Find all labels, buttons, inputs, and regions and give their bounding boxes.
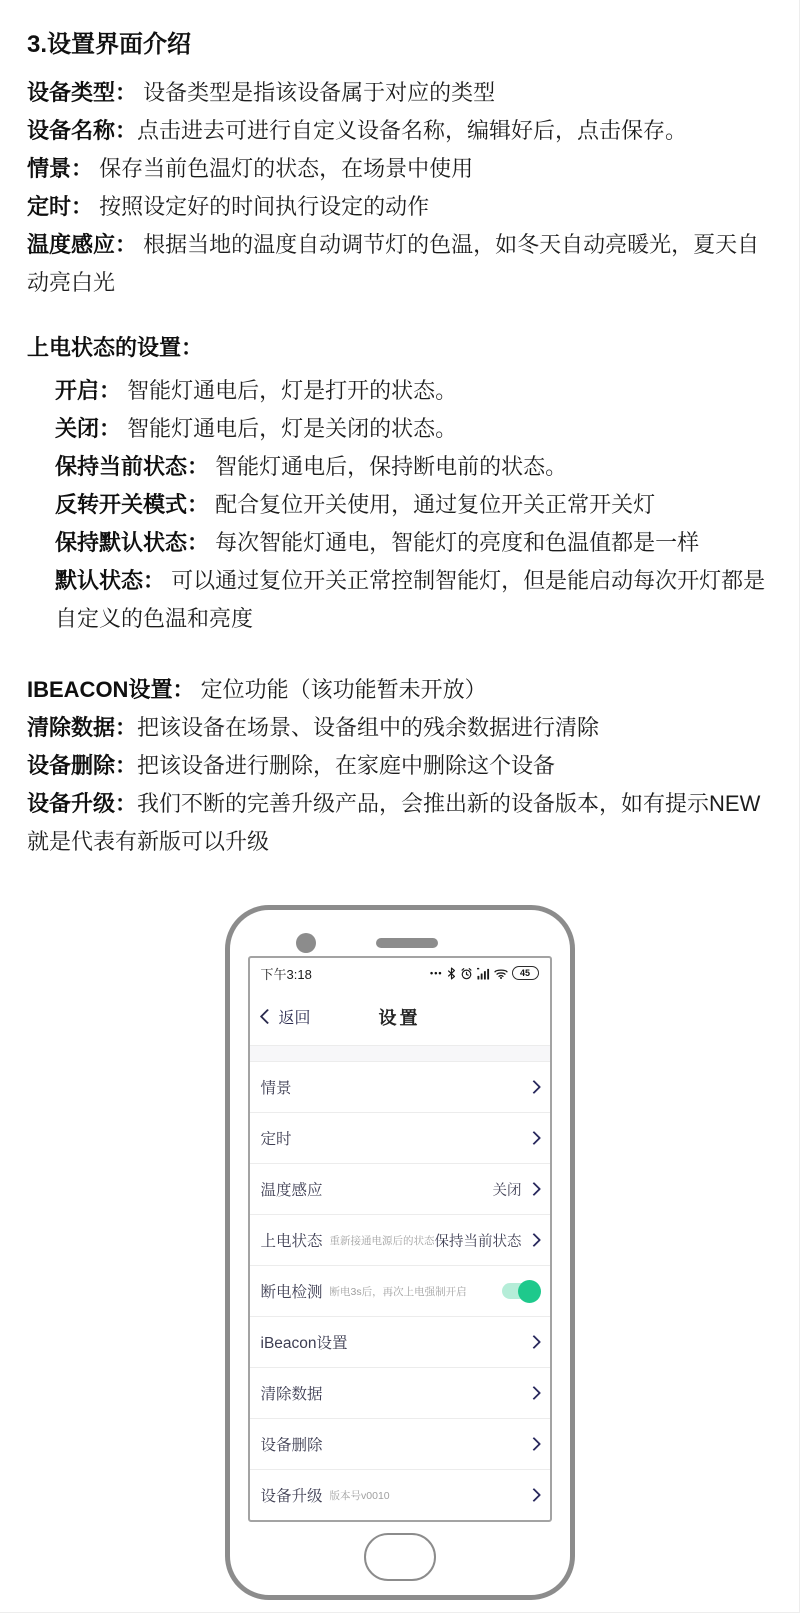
term-label: 情景： [27, 156, 94, 181]
home-button[interactable] [364, 1533, 436, 1581]
row-label: 上电状态 [260, 1233, 323, 1250]
row-value: 保持当前状态 [434, 1233, 522, 1250]
list-item-clear-data[interactable] [250, 1368, 550, 1419]
alarm-clock-icon [460, 967, 473, 980]
nav-title: 设置 [378, 1007, 421, 1028]
chevron-left-icon [259, 1009, 275, 1025]
row-value: 关闭 [492, 1182, 522, 1199]
definition-line [27, 410, 771, 448]
chevron-right-icon [526, 1488, 540, 1502]
status-time: 下午3:18 [260, 966, 312, 982]
speaker-bar [376, 938, 438, 948]
back-label: 返回 [278, 1010, 311, 1027]
term-label: 设备类型： [27, 80, 138, 105]
definition-line [27, 74, 771, 112]
term-desc: 设备类型是指该设备属于对应的类型 [137, 80, 496, 105]
term-label: 关闭： [55, 416, 122, 441]
term-desc: 把该设备在场景、设备组中的残余数据进行清除 [137, 715, 600, 740]
page-title: 3.设置界面介绍 [27, 31, 192, 58]
list-item-power-off-detection[interactable] [250, 1266, 550, 1317]
bluetooth-icon [447, 967, 456, 980]
chevron-right-icon [526, 1386, 540, 1400]
row-label: iBeacon设置 [260, 1335, 348, 1352]
toggle-knob [518, 1280, 541, 1303]
definition-line [27, 562, 771, 638]
status-icons [430, 966, 538, 980]
phone-mockup [225, 905, 575, 1600]
term-desc: 配合复位开关使用，通过复位开关正常开关灯 [209, 492, 656, 517]
chevron-right-icon [526, 1437, 540, 1451]
term-desc: 保存当前色温灯的状态，在场景中使用 [93, 156, 474, 181]
term-desc: 点击进去可进行自定义设备名称，编辑好后，点击保存。 [137, 118, 688, 143]
camera-icon [296, 933, 316, 953]
term-desc: 按照设定好的时间执行设定的动作 [93, 194, 430, 219]
term-label: 设备名称： [27, 118, 138, 143]
term-label: 清除数据： [27, 715, 138, 740]
definition-line [27, 486, 771, 524]
list-item-ibeacon-settings[interactable] [250, 1317, 550, 1368]
definition-line [27, 747, 771, 785]
row-label: 断电检测 [260, 1284, 323, 1301]
doc-power-state-block [27, 329, 771, 638]
toggle-switch-on[interactable] [502, 1283, 539, 1299]
more-dots-icon: ••• [430, 967, 443, 978]
row-label: 情景 [260, 1080, 292, 1097]
list-item-device-upgrade[interactable] [250, 1470, 550, 1520]
definition-line [27, 188, 771, 226]
row-subtext: 版本号v0010 [329, 1489, 390, 1502]
chevron-right-icon [526, 1131, 540, 1145]
row-label: 定时 [260, 1131, 292, 1148]
phone-top-bezel [230, 910, 570, 956]
phone-screen [248, 956, 552, 1522]
row-label: 设备删除 [260, 1437, 323, 1454]
definition-line [27, 785, 771, 861]
battery-icon [512, 966, 539, 980]
term-label: 设备删除： [27, 753, 138, 778]
settings-list [250, 1062, 550, 1520]
term-desc: 智能灯通电后，灯是打开的状态。 [121, 378, 458, 403]
wifi-icon [494, 968, 508, 979]
term-desc: 根据当地的温度自动调节灯的色温，如冬天自动亮暖光，夏天自动亮白光 [27, 232, 760, 295]
term-desc: 定位功能（该功能暂未开放） [194, 677, 487, 702]
cellular-signal-icon [477, 967, 490, 980]
definition-line [27, 709, 771, 747]
definition-line [27, 150, 771, 188]
row-label: 设备升级 [260, 1488, 323, 1505]
term-label: 温度感应： [27, 232, 138, 257]
status-bar [250, 958, 550, 988]
term-label: 开启： [55, 378, 122, 403]
definition-line [27, 112, 771, 150]
term-desc: 智能灯通电后，保持断电前的状态。 [209, 454, 568, 479]
term-desc: 每次智能灯通电，智能灯的亮度和色温值都是一样 [209, 530, 700, 555]
definition-line [27, 448, 771, 486]
definition-line [27, 372, 771, 410]
row-label: 温度感应 [260, 1182, 323, 1199]
row-subtext: 重新接通电源后的状态 [329, 1234, 435, 1247]
chevron-right-icon [526, 1335, 540, 1349]
doc-misc-block [27, 671, 771, 861]
chevron-right-icon [526, 1233, 540, 1247]
definition-line [27, 226, 771, 302]
list-item-timer[interactable] [250, 1113, 550, 1164]
term-label: 定时： [27, 194, 94, 219]
list-item-power-on-state[interactable] [250, 1215, 550, 1266]
term-label: 保持默认状态： [55, 530, 210, 555]
doc-intro-block [27, 74, 771, 302]
definition-line [27, 524, 771, 562]
term-label: 设备升级： [27, 791, 138, 816]
row-subtext: 断电3s后，再次上电强制开启 [329, 1285, 467, 1298]
term-desc: 把该设备进行删除，在家庭中删除这个设备 [137, 753, 556, 778]
back-button[interactable] [262, 1005, 311, 1028]
term-label: 默认状态： [55, 568, 166, 593]
group-spacer [250, 1046, 550, 1062]
list-item-delete-device[interactable] [250, 1419, 550, 1470]
term-desc: 我们不断的完善升级产品，会推出新的设备版本，如有提示NEW就是代表有新版可以升级 [27, 791, 761, 854]
list-item-temperature-sensing[interactable] [250, 1164, 550, 1215]
term-desc: 可以通过复位开关正常控制智能灯，但是能启动每次开灯都是自定义的色温和亮度 [55, 568, 766, 631]
list-item-scene[interactable] [250, 1062, 550, 1113]
row-label: 清除数据 [260, 1386, 323, 1403]
section-heading: 上电状态的设置： [27, 335, 204, 360]
term-desc: 智能灯通电后，灯是关闭的状态。 [121, 416, 458, 441]
nav-bar [250, 988, 550, 1046]
term-label: IBEACON设置： [27, 677, 195, 702]
chevron-right-icon [526, 1080, 540, 1094]
term-label: 反转开关模式： [55, 492, 210, 517]
definition-line [27, 671, 771, 709]
battery-level: 45 [519, 968, 530, 978]
chevron-right-icon [526, 1182, 540, 1196]
term-label: 保持当前状态： [55, 454, 210, 479]
phone-bottom-bezel [230, 1519, 570, 1595]
